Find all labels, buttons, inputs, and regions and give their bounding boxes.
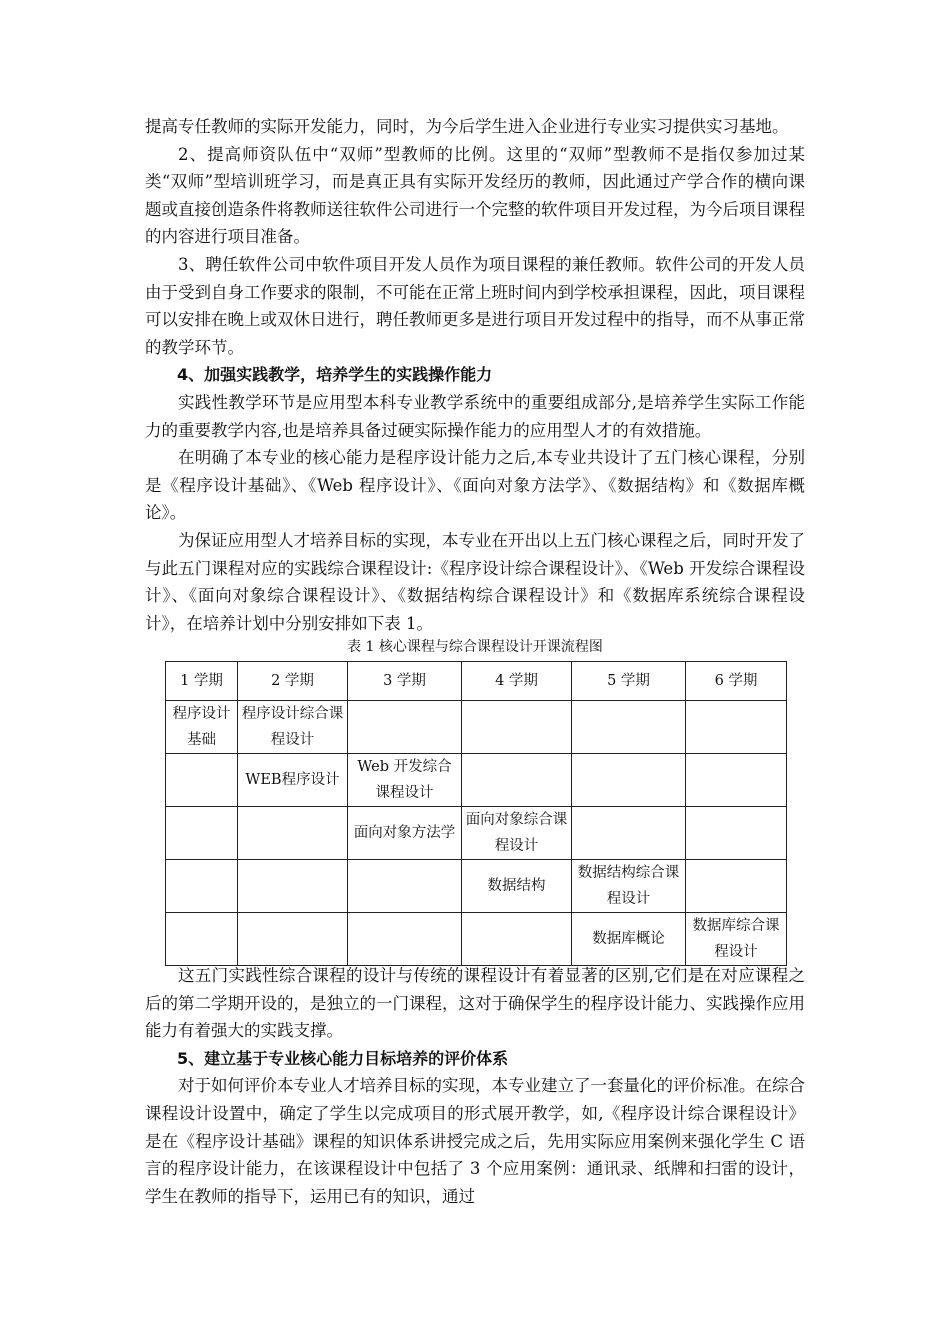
header-cell: 1 学期 <box>166 662 238 701</box>
table-cell <box>238 807 348 860</box>
table-cell: 数据结构 <box>462 860 572 913</box>
table-cell <box>686 701 787 754</box>
header-cell: 6 学期 <box>686 662 787 701</box>
body-text-bottom <box>145 962 805 1210</box>
table-cell: 数据库综合课程设计 <box>686 913 787 966</box>
table-cell <box>686 754 787 807</box>
table-cell: 数据库概论 <box>572 913 686 966</box>
table-cell <box>572 807 686 860</box>
table-cell <box>348 860 462 913</box>
table-cell <box>166 807 238 860</box>
table-row <box>166 754 787 807</box>
table-row <box>166 807 787 860</box>
table-cell: 程序设计基础 <box>166 701 238 754</box>
paragraph: 为保证应用型人才培养目标的实现，本专业在开出以上五门核心课程之后，同时开发了与此五门课程对应的实践综合课程设计:《程序设计综合课程设计》、《Web 开发综合课程设计》、《面向对象综合课程设计》、《数据结构综合课程设计》和《数据库系统综合课程设计》，在培养计划中分别安排如下表 1。 <box>145 530 805 633</box>
course-schedule-table <box>165 661 787 966</box>
table-cell <box>462 701 572 754</box>
header-cell: 4 学期 <box>462 662 572 701</box>
table-cell <box>238 860 348 913</box>
header-cell: 3 学期 <box>348 662 462 701</box>
paragraph: 实践性教学环节是应用型本科专业教学系统中的重要组成部分,是培养学生实际工作能力的重要教学内容,也是培养具备过硬实际操作能力的应用型人才的有效措施。 <box>145 392 805 440</box>
table-cell <box>348 701 462 754</box>
table-cell: 面向对象方法学 <box>348 807 462 860</box>
table-cell <box>348 913 462 966</box>
table-header-row <box>166 662 787 701</box>
table-cell: Web 开发综合课程设计 <box>348 754 462 807</box>
table-cell <box>166 913 238 966</box>
table-caption: 表 1 核心课程与综合课程设计开课流程图 <box>347 639 603 655</box>
paragraph: 对于如何评价本专业人才培养目标的实现，本专业建立了一套量化的评价标准。在综合课程设计设置中，确定了学生以完成项目的形式展开教学，如,《程序设计综合课程设计》是在《程序设计基础》课程的知识体系讲授完成之后，先用实际应用案例来强化学生 C 语言的程序设计能力，在该课程设计中包括了 3 个应用案例：通讯录、纸牌和扫雷的设计，学生在教师的指导下，运用已有的知识，通过 <box>145 1076 805 1206</box>
table-cell <box>238 913 348 966</box>
table-cell <box>572 754 686 807</box>
paragraph: 2、提高师资队伍中“双师”型教师的比例。这里的“双师”型教师不是指仅参加过某类“双师”型培训班学习，而是真正具有实际开发经历的教师，因此通过产学合作的横向课题或直接创造条件将教师送往软件公司进行一个完整的软件项目开发过程，为今后项目课程的内容进行项目准备。 <box>145 144 805 247</box>
table-cell: WEB程序设计 <box>238 754 348 807</box>
table-cell <box>166 860 238 913</box>
paragraph: 3、聘任软件公司中软件项目开发人员作为项目课程的兼任教师。软件公司的开发人员由于受到自身工作要求的限制，不可能在正常上班时间内到学校承担课程，因此，项目课程可以安排在晚上或双休日进行，聘任教师更多是进行项目开发过程中的指导，而不从事正常的教学环节。 <box>145 254 805 357</box>
paragraph: 提高专任教师的实际开发能力，同时，为今后学生进入企业进行专业实习提供实习基地。 <box>145 117 789 136</box>
table-row <box>166 913 787 966</box>
body-text-top <box>145 113 805 637</box>
section-heading: 4、加强实践教学，培养学生的实践操作能力 <box>177 365 493 385</box>
table-cell <box>572 701 686 754</box>
table-cell: 程序设计综合课程设计 <box>238 701 348 754</box>
table-row <box>166 701 787 754</box>
header-cell: 5 学期 <box>572 662 686 701</box>
section-heading: 5、建立基于专业核心能力目标培养的评价体系 <box>177 1048 509 1068</box>
paragraph: 在明确了本专业的核心能力是程序设计能力之后,本专业共设计了五门核心课程，分别是《程序设计基础》、《Web 程序设计》、《面向对象方法学》、《数据结构》和《数据库概论》。 <box>145 448 805 523</box>
table-cell <box>686 860 787 913</box>
table-cell <box>462 754 572 807</box>
table-cell: 数据结构综合课程设计 <box>572 860 686 913</box>
table-cell: 面向对象综合课程设计 <box>462 807 572 860</box>
table-cell <box>462 913 572 966</box>
header-cell: 2 学期 <box>238 662 348 701</box>
paragraph: 这五门实践性综合课程的设计与传统的课程设计有着显著的区别,它们是在对应课程之后的第二学期开设的，是独立的一门课程，这对于确保学生的程序设计能力、实践操作应用能力有着强大的实践支撑。 <box>145 966 805 1041</box>
table-cell <box>686 807 787 860</box>
table-row <box>166 860 787 913</box>
table-cell <box>166 754 238 807</box>
